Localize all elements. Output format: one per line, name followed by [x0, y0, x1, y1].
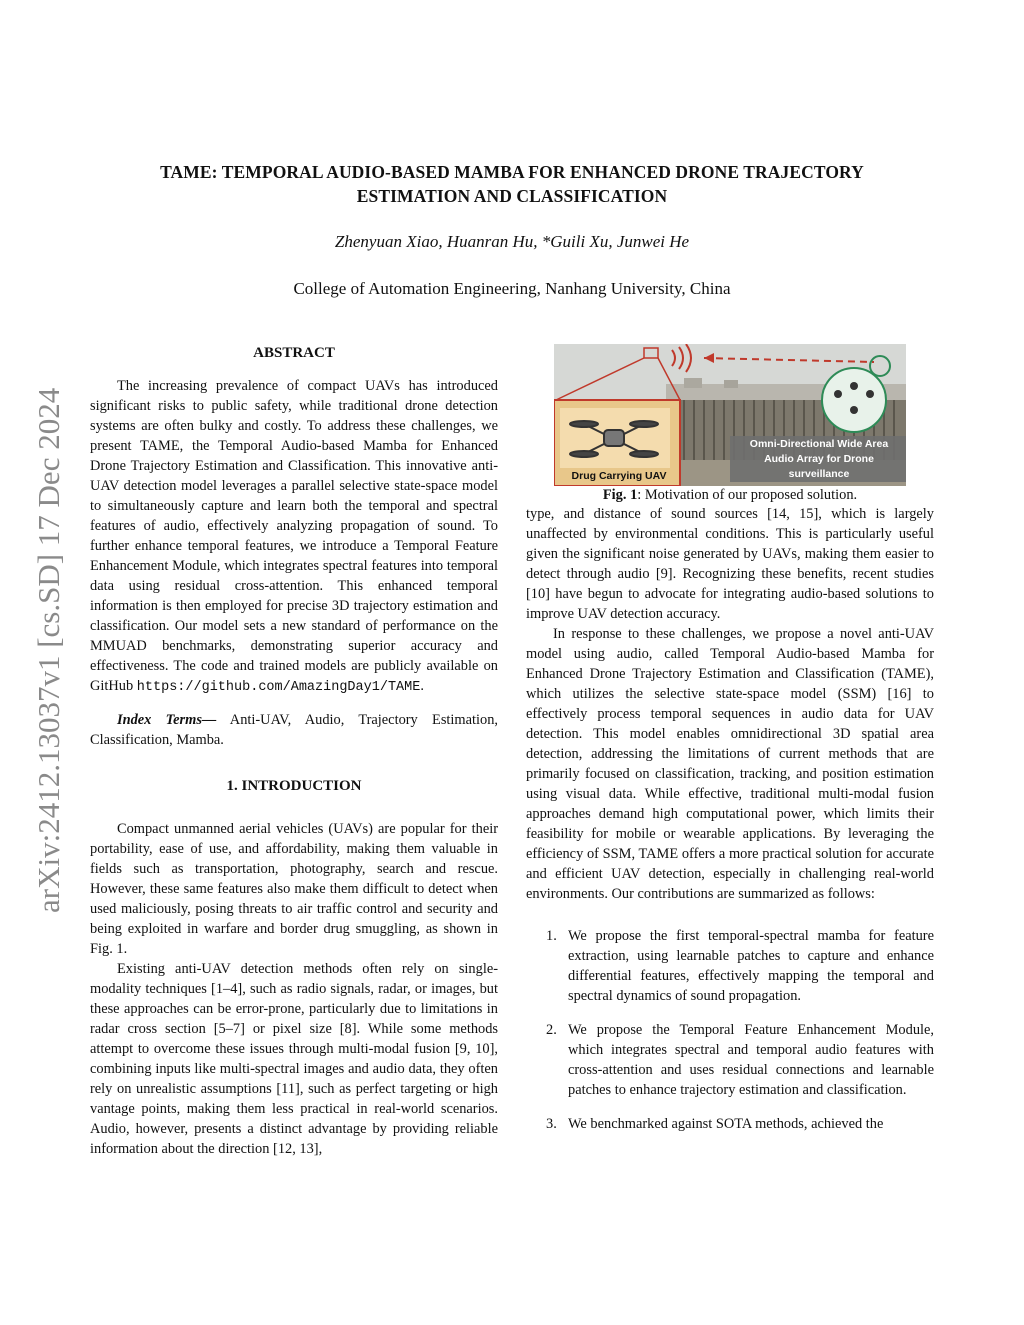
- list-item-text: We propose the Temporal Feature Enhancement Module, which integrates spectral and temporal audio features with cross-attention and uses residual connections and learnable patches to enhance trajectory estimation and classification.: [568, 1022, 934, 1098]
- contributions-list: [526, 926, 934, 1134]
- title-line-2: ESTIMATION AND CLASSIFICATION: [356, 186, 668, 206]
- figure-1: [554, 344, 906, 486]
- arxiv-identifier: arXiv:2412.13037v1 [cs.SD] 17 Dec 2024: [31, 387, 66, 913]
- list-item: [526, 1020, 934, 1100]
- intro-paragraph-1: Compact unmanned aerial vehicles (UAVs) are popular for their portability, ease of use, and affordability, making them valuable in fields such as transportation, photography, search and rescue. However, these same features also make them difficult to detect when used maliciously, posing threats to air traffic control and security and being exploited in warfare and border drug smuggling, as shown in Fig. 1.: [90, 821, 498, 957]
- abstract-body: The increasing prevalence of compact UAVs has introduced significant risks to public safety, while traditional drone detection systems are often bulky and costly. To address these challenges, we present TAME, the Temporal Audio-based Mamba for Enhanced Drone Trajectory Estimation and Classification. This innovative anti-UAV detection model leverages a parallel selective state-space model to simultaneously capture and learn both the temporal and spectral features of audio, effectively analyzing propagation of sound. To further enhance temporal features, we introduce a Temporal Feature Enhancement Module, which integrates spectral features into temporal data using residual cross-attention. This enhanced temporal information is then employed for precise 3D trajectory estimation and classification. Our model sets a new standard of performance on the MMUAD benchmarks, demonstrating superior accuracy and effectiveness. The code and trained models are publicly available on GitHub: [90, 378, 498, 694]
- introduction-heading: 1. INTRODUCTION: [226, 778, 362, 794]
- list-item: [526, 926, 934, 1006]
- affiliation: College of Automation Engineering, Nanhang University, China: [293, 279, 731, 298]
- index-terms-label: Index Terms—: [117, 712, 217, 728]
- figure-label-drug-uav: Drug Carrying UAV: [571, 470, 667, 482]
- list-item: [526, 1114, 934, 1134]
- list-item-number: 2.: [546, 1022, 557, 1038]
- intro-paragraph-2: Existing anti-UAV detection methods often rely on single-modality techniques [1–4], such as radio signals, radar, or images, but these approaches can be error-prone, particularly due to limitations in radar cross section [5–7] or pixel size [8]. While some methods attempt to overcome these issues through multi-modal fusion [9, 10], combining inputs like multi-spectral images and audio data, they often rely on unrealistic assumptions [11], such as perfect targeting or high vantage points, making them less practical in real-world scenarios. Audio, however, presents a distinct advantage by providing reliable information about the direction [12, 13],: [90, 961, 498, 1157]
- list-item-text: We propose the first temporal-spectral mamba for feature extraction, using learnable patches to capture and enhance differential features, effectively mapping the temporal and spectral dynamics of sound propagation.: [568, 928, 934, 1004]
- figure-caption: [526, 486, 934, 504]
- index-terms-text: Anti-UAV, Audio, Trajectory Estimation, Classification, Mamba.: [90, 712, 498, 748]
- abstract-text: [90, 376, 498, 698]
- right-column: [526, 344, 934, 1148]
- right-paragraph-1: type, and distance of sound sources [14, 15], which is largely unaffected by environmental conditions. This is particularly useful given the significant noise generated by UAVs, making them easier to detect through audio [9]. Recognizing these benefits, recent studies [10] have begun to advocate for integrating audio-based solutions to improve UAV detection accuracy.: [526, 506, 934, 622]
- figure-caption-text: : Motivation of our proposed solution.: [637, 487, 858, 503]
- index-terms: [90, 710, 498, 750]
- abstract-url-suffix: .: [420, 678, 424, 694]
- paper-title: [90, 160, 934, 208]
- list-item-number: 1.: [546, 928, 557, 944]
- title-line-1: TAME: TEMPORAL AUDIO-BASED MAMBA FOR ENHANCED DRONE TRAJECTORY: [160, 162, 864, 182]
- list-item-text: We benchmarked against SOTA methods, achieved the: [568, 1116, 884, 1132]
- figure-caption-number: Fig. 1: [602, 487, 638, 503]
- list-item-number: 3.: [546, 1116, 557, 1132]
- figure-label-audio-array: Omni-Directional Wide Area Audio Array for Drone surveillance: [749, 438, 889, 480]
- github-link[interactable]: https://github.com/AmazingDay1/TAME: [136, 680, 421, 695]
- right-paragraph-2: In response to these challenges, we propose a novel anti-UAV model using audio, called Temporal Audio-based Mamba for Enhanced Drone Trajectory Estimation and Classification (TAME), which utilizes the selective state-space model (SSM) [16] to effectively process temporal sequences in audio data for UAV detection. This model enables omnidirectional 3D spatial area detection, addressing the limitations of current methods that are primarily focused on classification, tracking, and position estimation using visual data. While effective, traditional multi-modal fusion approaches demand high computational power, which limits their feasibility for mobile or wearable applications. By leveraging the efficiency of SSM, TAME offers a more practical solution for accurate and efficient UAV detection, especially in challenging real-world environments. Our contributions are summarized as follows:: [526, 626, 934, 902]
- left-column: [90, 345, 498, 1159]
- abstract-heading: ABSTRACT: [253, 345, 335, 361]
- authors: Zhenyuan Xiao, Huanran Hu, *Guili Xu, Junwei He: [334, 232, 690, 251]
